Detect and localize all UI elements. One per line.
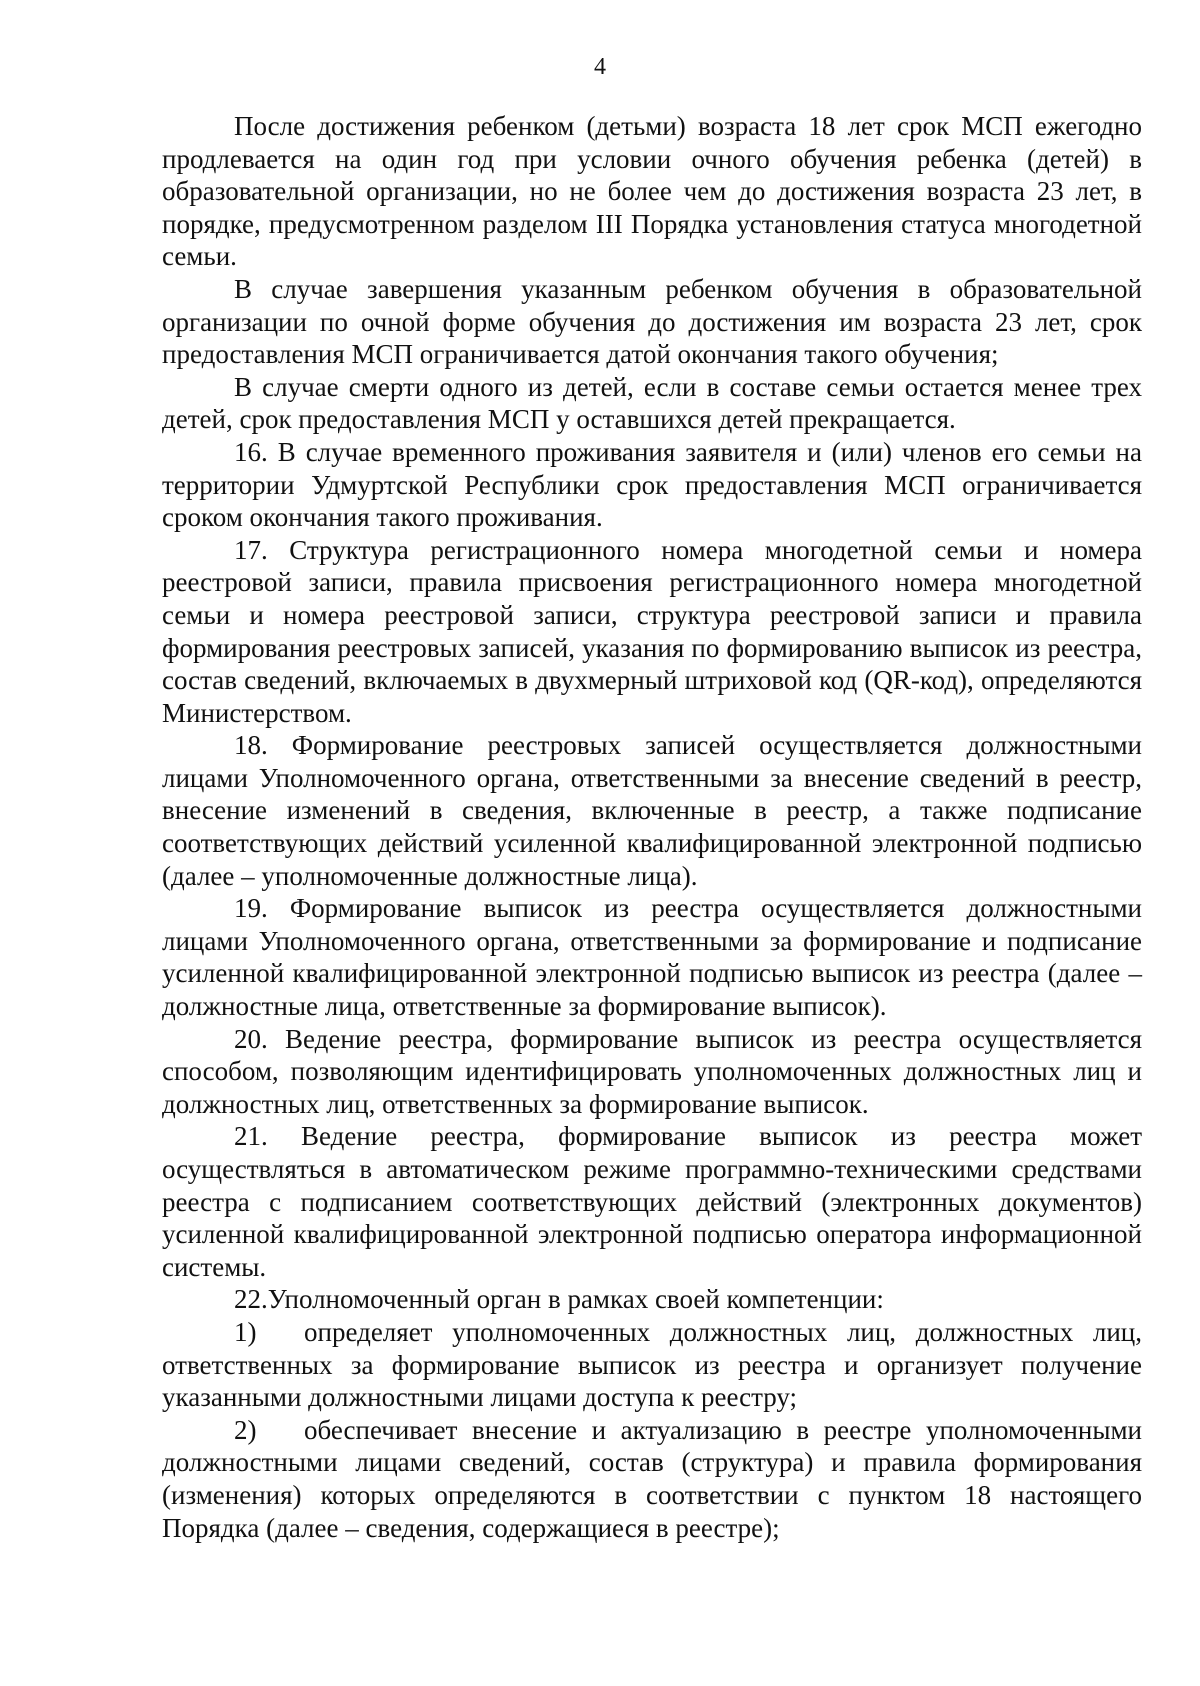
list-item-1: [162, 1316, 1142, 1414]
paragraph-item-20: 20. Ведение реестра, формирование выписок из реестра осуществляется способом, позволяющим идентифицировать уполномоченных должностных лиц и должностных лиц, ответственных за формирование выписок.: [162, 1023, 1142, 1119]
paragraph-education-end: В случае завершения указанным ребенком обучения в образовательной организации по очной форме обучения до достижения им возраста 23 лет, срок предоставления МСП ограничивается датой окончания такого обучения;: [162, 273, 1142, 370]
list-item-text: обеспечивает внесение и актуализацию в реестре уполномоченными должностными лицами сведений, состав (структура) и правила формирования (изменения) которых определяются в соответствии с пунктом 18 настоящего Порядка (далее – сведения, содержащиеся в реестре);: [162, 1414, 1142, 1543]
list-item-number: 1): [234, 1316, 257, 1347]
paragraph-item-17: 17. Структура регистрационного номера многодетной семьи и номера реестровой записи, правила присвоения регистрационного номера многодетной семьи и номера реестровой записи, структура реестровой записи и правила формирования реестровых записей, указания по формированию выписок из реестра, состав сведений, включаемых в двухмерный штриховой код (QR-код), определяются Министерством.: [162, 534, 1142, 728]
page-number: 4: [594, 54, 606, 80]
paragraph-item-19: 19. Формирование выписок из реестра осуществляется должностными лицами Уполномоченного органа, ответственными за формирование и подписание усиленной квалифицированной электронной подписью выписок из реестра (далее – должностные лица, ответственные за формирование выписок).: [162, 893, 1142, 1022]
paragraph-item-16: 16. В случае временного проживания заявителя и (или) членов его семьи на территории Удмуртской Республики срок предоставления МСП ограничивается сроком окончания такого проживания.: [162, 436, 1142, 533]
paragraph-msp-extension: После достижения ребенком (детьми) возраста 18 лет срок МСП ежегодно продлевается на один год при условии очного обучения ребенка (детей) в образовательной организации, но не более чем до достижения возраста 23 лет, в порядке, предусмотренном разделом III Порядка установления статуса многодетной семьи.: [162, 111, 1142, 272]
list-item-number: 2): [234, 1414, 257, 1445]
list-item-2: [162, 1414, 1142, 1544]
paragraph-item-18: 18. Формирование реестровых записей осуществляется должностными лицами Уполномоченного органа, ответственными за внесение сведений в реестр, внесение изменений в сведения, включенные в реестр, а также подписание соответствующих действий усиленной квалифицированной электронной подписью (далее – уполномоченные должностные лица).: [162, 730, 1142, 891]
paragraph-child-death: В случае смерти одного из детей, если в составе семьи остается менее трех детей, срок предоставления МСП у оставшихся детей прекращается.: [162, 371, 1142, 435]
paragraph-item-21: 21. Ведение реестра, формирование выписок из реестра может осуществляться в автоматическом режиме программно-техническими средствами реестра с подписанием соответствующих действий (электронных документов) усиленной квалифицированной электронной подписью оператора информационной системы.: [162, 1121, 1142, 1282]
paragraph-item-22: 22.Уполномоченный орган в рамках своей компетенции:: [234, 1284, 884, 1315]
list-item-text: определяет уполномоченных должностных лиц, должностных лиц, ответственных за формирование выписок из реестра и организует получение указанными должностными лицами доступа к реестру;: [162, 1316, 1142, 1413]
document-body: [162, 110, 1142, 1544]
